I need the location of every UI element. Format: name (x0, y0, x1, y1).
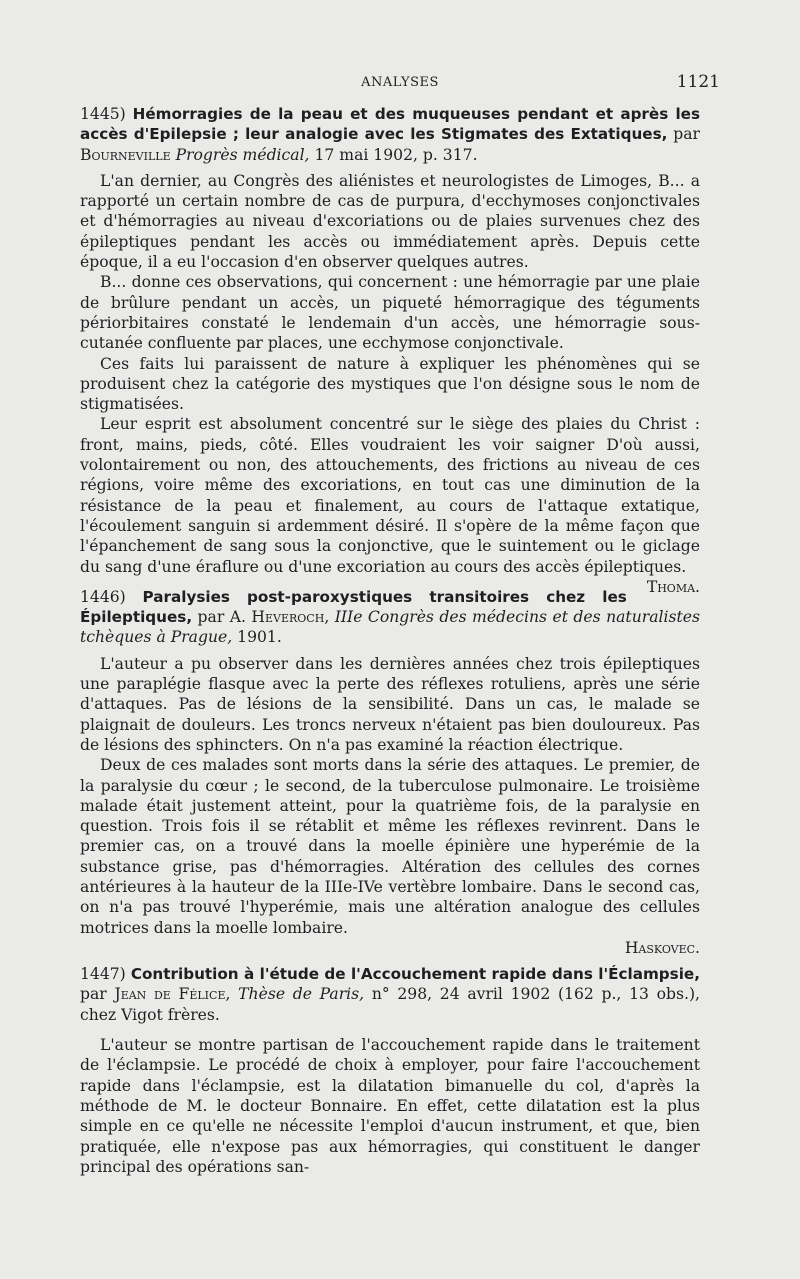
entry-number: 1445) (80, 105, 126, 123)
paragraph: L'auteur se montre partisan de l'accouchement rapide dans le traitement de l'éclampsie. Le procédé de choix à employer, pour faire l'accouchement rapide dans l'éclampsie, est la dilatation bimanuelle du col, d'après la méthode de M. le docteur Bonnaire. En effet, cette dilatation est la plus simple en ce qu'elle ne nécessite l'emploi d'aucun instrument, et que, bien pratiquée, elle n'expose pas aux hémorragies, qui constituent le danger principal des opérations san- (80, 1036, 700, 1176)
article-text (80, 104, 700, 1177)
entry-source: IIIe Congrès des médecins et des naturalistes tchèques à Prague, (80, 608, 700, 647)
entry-number: 1447) (80, 965, 126, 984)
entry-author: Heveroch, (251, 608, 330, 627)
entry-author: Jean de Félice, (114, 985, 231, 1004)
entry-par: par (673, 125, 700, 144)
paragraph: L'auteur a pu observer dans les dernières années chez trois épileptiques une paraplégie flasque avec la perte des réflexes rotuliens, après une série d'attaques. Pas de lésions de la sensibilité. Dans un cas, le malade se plaignait de douleurs. Les troncs nerveux n'étaient pas bien douloureux. Pas de lésions des sphincters. On n'a pas examiné la réaction électrique. (80, 654, 700, 754)
entry-1446-heading (80, 587, 700, 648)
entry-par: par (80, 985, 107, 1004)
entry-title: Contribution à l'étude de l'Accouchement rapide dans l'Éclampsie, (130, 965, 700, 984)
paragraph: Deux de ces malades sont morts dans la série des attaques. Le premier, de la paralysie du cœur ; le second, de la tuberculose pulmonaire. Le troisième malade était justement atteint, pour la quatrième fois, de la paralysie en question. Trois fois il se rétablit et même les réflexes revinrent. Dans le premier cas, on a trouvé dans la moelle épinière une hyperémie de la substance grise, pas d'hémorragies. Altération des cellules des cornes antérieures à la hauteur de la IIIe-IVe vertèbre lombaire. Dans le second cas, on n'a pas trouvé l'hyperémie, mais une altération analogue des cellules motrices dans la moelle lombaire. (80, 756, 700, 937)
entry-date: 17 mai 1902, p. 317. (314, 145, 478, 164)
paragraph: L'an dernier, au Congrès des aliénistes et neurologistes de Limoges, B... a rapporté un certain nombre de cas de purpura, d'ecchymoses conjonctivales et d'hémorragies au niveau d'excoriations ou de plaies survenues chez des épileptiques pendant les accès ou immédiatement après. Depuis cette époque, il a eu l'occasion d'en observer quelques autres. (80, 171, 700, 272)
paragraph: Ces faits lui paraissent de nature à expliquer les phénomènes qui se produisent chez la catégorie des mystiques que l'on désigne sous le nom de stigmatisées. (80, 354, 700, 414)
page-number: 1121 (676, 72, 720, 92)
signature: Haskovec. (624, 938, 700, 957)
running-title: ANALYSES (361, 75, 439, 90)
entry-title: Hémorragies de la peau et des muqueuses pendant et après les accès d'Epilepsie ; leur analogie avec les Stigmates des Extatiques, (80, 105, 700, 144)
entry-date: 1901. (237, 628, 282, 647)
entry-date: n° 298, 24 avril 1902 (162 p., 13 obs.), chez Vigot frères. (80, 985, 700, 1024)
paragraph-with-signature (80, 414, 700, 596)
entry-par: par A. (197, 608, 246, 627)
entry-1445-heading (80, 104, 700, 165)
paragraph: B... donne ces observations, qui concernent : une hémorragie par une plaie de brûlure pendant un accès, un piqueté hémorragique des téguments périorbitaires constaté le lendemain d'un accès, une hémorragie sous-cutanée confluente par places, une ecchymose conjonctivale. (80, 273, 700, 353)
page-header (80, 72, 720, 94)
paragraph: Leur esprit est absolument concentré sur le siège des plaies du Christ : front, mains, pieds, côté. Elles voudraient les voir saigner D'où aussi, volontairement ou non, des attouchements, des frictions au niveau de ces régions, voire même des excoriations, en tout cas une diminution de la résistance de la peau et finalement, au cours de l'attaque extatique, l'écoulement sanguin si ardemment désiré. Il s'opère de la même façon que l'épanchement de sang sous la conjonctive, que le suintement ou le giclage du sang d'une éraflure ou d'une excoriation au cours des accès épileptiques. (80, 415, 700, 576)
entry-title: Paralysies post-paroxystiques transitoires chez les Épileptiques, (80, 587, 627, 627)
entry-author: Bourneville (80, 145, 171, 164)
entry-1447-heading (80, 964, 700, 1025)
signature: Thoma. (646, 577, 700, 596)
entry-source: Progrès médical, (175, 145, 310, 164)
entry-source: Thèse de Paris, (238, 985, 365, 1004)
entry-number: 1446) (80, 587, 126, 606)
